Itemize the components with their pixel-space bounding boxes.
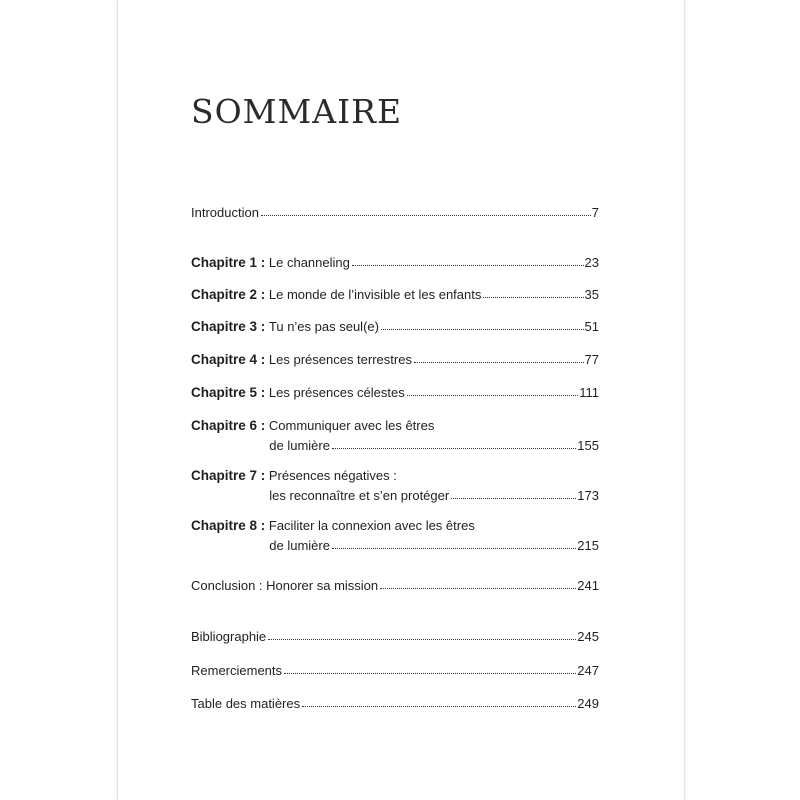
- toc-entry-chapter-8[interactable]: [191, 516, 599, 556]
- toc-entry-conclusion[interactable]: [191, 576, 599, 596]
- dot-leader: [268, 638, 576, 640]
- chapter-number: Chapitre 6 :: [191, 418, 266, 433]
- entry-label-line-1: Faciliter la connexion avec les êtres: [268, 518, 475, 533]
- toc-entry-chapter-3[interactable]: [191, 317, 599, 337]
- entry-label-line-2: les reconnaître et s’en protéger: [269, 488, 450, 503]
- entry-page-number: 51: [584, 319, 599, 334]
- entry-page-number: 77: [584, 352, 599, 367]
- entry-page-number: 7: [591, 205, 599, 220]
- dot-leader: [332, 547, 576, 549]
- page-title: SOMMAIRE: [191, 92, 403, 131]
- chapter-number: Chapitre 3 :: [191, 319, 266, 334]
- entry-page-number: 249: [577, 696, 599, 711]
- toc-entry-chapter-6[interactable]: [191, 416, 599, 456]
- entry-label-line-1: Communiquer avec les êtres: [268, 418, 435, 433]
- entry-label-line-2: de lumière: [269, 438, 330, 453]
- entry-page-number: 215: [577, 538, 599, 553]
- dot-leader: [381, 328, 584, 330]
- chapter-number: Chapitre 7 :: [191, 468, 266, 483]
- dot-leader: [352, 264, 584, 266]
- dot-leader: [284, 672, 576, 674]
- toc-entry-remerciements[interactable]: [191, 661, 599, 681]
- entry-page-number: 35: [584, 287, 599, 302]
- toc-entry-chapter-2[interactable]: [191, 285, 599, 305]
- toc-entry-introduction[interactable]: [191, 203, 599, 223]
- toc-entry-bibliographie[interactable]: [191, 627, 599, 647]
- dot-leader: [380, 587, 576, 589]
- entry-label-line-2: de lumière: [269, 538, 330, 553]
- chapter-number: Chapitre 4 :: [191, 352, 266, 367]
- entry-page-number: 245: [577, 629, 599, 644]
- entry-page-number: 111: [579, 385, 599, 400]
- entry-label: Introduction: [191, 205, 259, 220]
- entry-label: Le monde de l’invisible et les enfants: [268, 287, 482, 302]
- entry-page-number: 247: [577, 663, 599, 678]
- entry-page-number: 173: [577, 488, 599, 503]
- toc-entry-chapter-7[interactable]: [191, 466, 599, 506]
- toc-entry-table-des-matieres[interactable]: [191, 694, 599, 714]
- entry-label: Les présences terrestres: [268, 352, 412, 367]
- entry-label: Table des matières: [191, 696, 301, 711]
- entry-label: Le channeling: [268, 255, 350, 270]
- dot-leader: [414, 361, 584, 363]
- entry-label: Tu n’es pas seul(e): [268, 319, 379, 334]
- entry-label: Conclusion : Honorer sa mission: [191, 578, 379, 593]
- dot-leader: [261, 214, 591, 216]
- dot-leader: [332, 447, 576, 449]
- toc-entry-chapter-4[interactable]: [191, 350, 599, 370]
- entry-page-number: 23: [584, 255, 599, 270]
- entry-page-number: 155: [577, 438, 599, 453]
- chapter-number: Chapitre 8 :: [191, 518, 266, 533]
- dot-leader: [407, 394, 578, 396]
- chapter-number: Chapitre 1 :: [191, 255, 266, 270]
- chapter-number: Chapitre 2 :: [191, 287, 266, 302]
- chapter-number: Chapitre 5 :: [191, 385, 266, 400]
- entry-page-number: 241: [577, 578, 599, 593]
- dot-leader: [302, 705, 576, 707]
- dot-leader: [451, 497, 576, 499]
- entry-label: Les présences célestes: [268, 385, 405, 400]
- entry-label: Remerciements: [191, 663, 283, 678]
- toc-entry-chapter-1[interactable]: [191, 253, 599, 273]
- toc-entry-chapter-5[interactable]: [191, 383, 599, 403]
- entry-label: Bibliographie: [191, 629, 267, 644]
- dot-leader: [483, 296, 583, 298]
- entry-label-line-1: Présences négatives :: [268, 468, 397, 483]
